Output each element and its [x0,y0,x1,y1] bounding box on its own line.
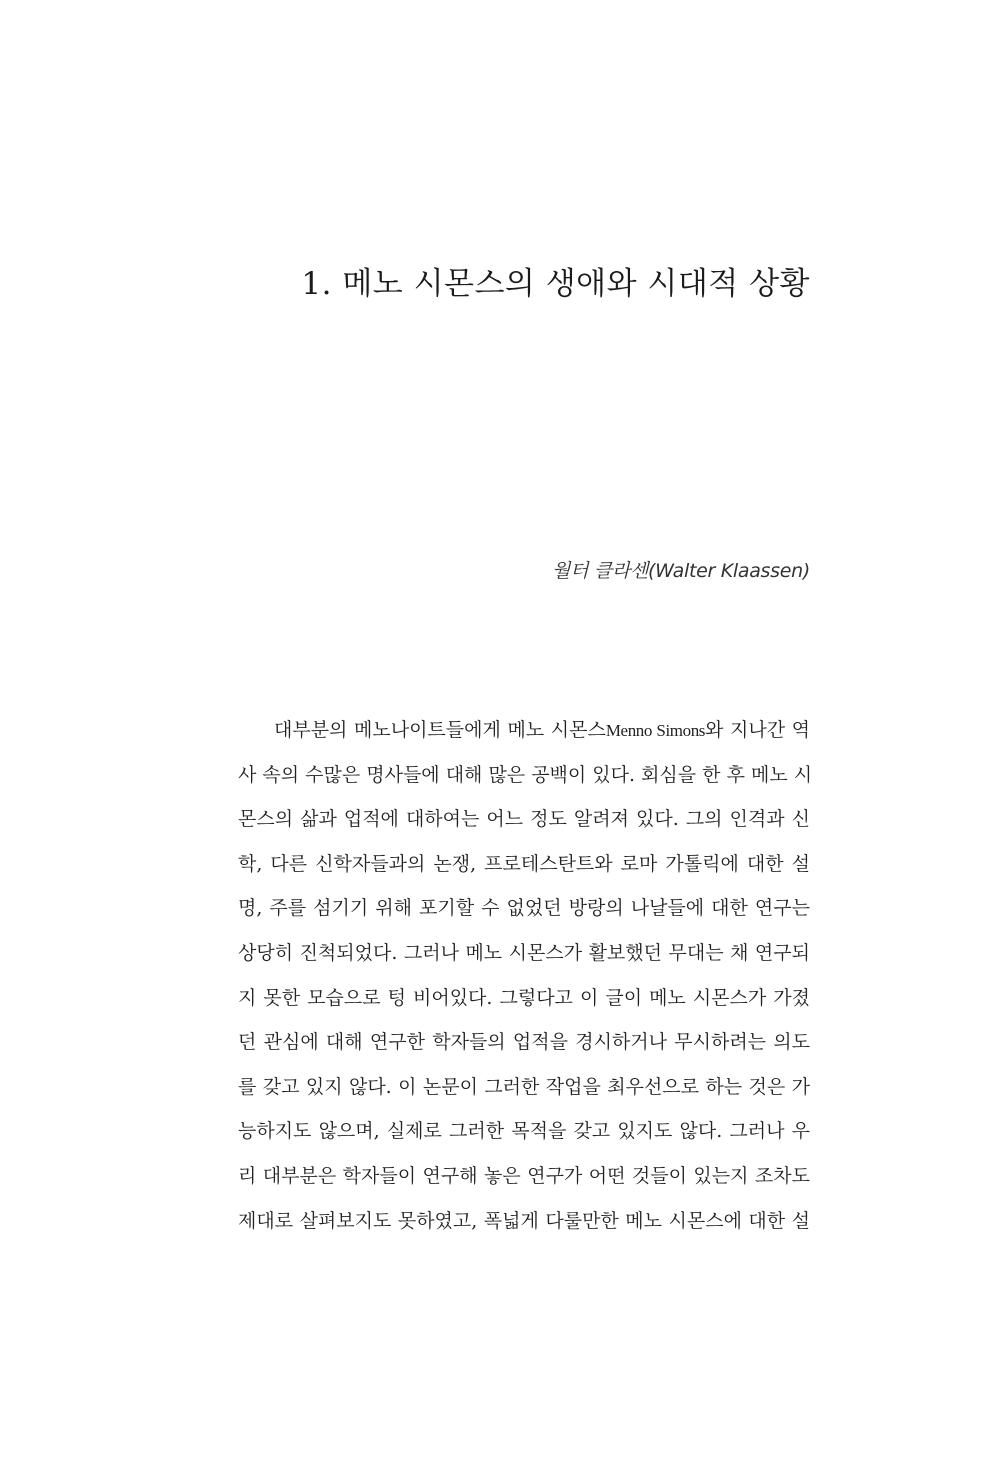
body-line: 능하지도 않으며, 실제로 그러한 목적을 갖고 있지도 않다. 그러나 우 [238,1120,810,1143]
body-line: 상당히 진척되었다. 그러나 메노 시몬스가 활보했던 무대는 채 연구되 [238,941,810,964]
body-line: 몬스의 삶과 업적에 대하여는 어느 정도 알려져 있다. 그의 인격과 신 [238,808,810,831]
latin-name: Menno Simons [605,721,706,740]
body-line: 던 관심에 대해 연구한 학자들의 업적을 경시하거나 무시하려는 의도 [238,1031,810,1054]
body-line: 리 대부분은 학자들이 연구해 놓은 연구가 어떤 것들이 있는지 조차도 [238,1164,810,1187]
body-paragraph [238,708,813,1243]
body-line: 를 갖고 있지 않다. 이 논문이 그러한 작업을 최우선으로 하는 것은 가 [238,1075,810,1098]
body-line: 지 못한 모습으로 텅 비어있다. 그렇다고 이 글이 메노 시몬스가 가졌 [238,986,810,1009]
author-byline: 월터 클라센(Walter Klaassen) [552,560,810,582]
body-line: 학, 다른 신학자들과의 논쟁, 프로테스탄트와 로마 가톨릭에 대한 설 [238,852,810,875]
chapter-title: 1. 메노 시몬스의 생애와 시대적 상황 [301,266,810,302]
body-line: 대부분의 메노나이트들에게 메노 시몬스Menno Simons와 지나간 역 [274,719,811,741]
body-line: 제대로 살펴보지도 못하였고, 폭넓게 다룰만한 메노 시몬스에 대한 설 [238,1209,810,1232]
body-line: 명, 주를 섬기기 위해 포기할 수 없었던 방랑의 나날들에 대한 연구는 [238,897,810,920]
body-line: 사 속의 수많은 명사들에 대해 많은 공백이 있다. 회심을 한 후 메노 시 [238,763,813,786]
